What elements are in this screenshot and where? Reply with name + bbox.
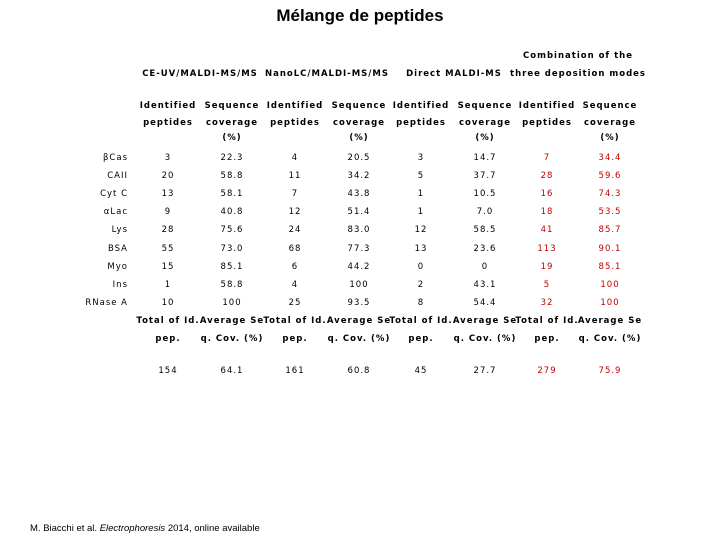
row-label: CAII [107,171,128,182]
sequence-header: Sequence [457,101,513,111]
table-cell: 54.4 [473,297,497,308]
table-cell: 10.5 [473,189,497,200]
row-label: βCas [103,153,128,163]
table-cell: 20.5 [347,153,371,163]
sequence-header-line3: (%) [349,133,369,143]
table-cell: 100 [600,297,620,308]
table-cell: 18 [540,207,554,218]
table-cell: 15 [161,261,175,272]
average-coverage-header-line2: q. Cov. (%) [578,334,642,344]
table-cell: 73.0 [220,243,244,254]
table-cell: 44.2 [347,261,371,272]
total-cell: 45 [414,366,428,376]
identified-header-line2: peptides [143,118,193,128]
table-cell: 34.4 [598,153,622,163]
row-label: Myo [107,261,128,272]
total-id-header: Total of Id. [515,316,579,326]
table-cell: 41 [540,225,554,236]
total-cell: 75.9 [598,366,622,376]
sequence-header-line2: coverage [206,118,258,128]
total-id-header-line2: pep. [282,334,308,344]
table-cell: 100 [349,279,369,290]
table-cell: 85.1 [220,261,244,272]
average-coverage-header: Average Se [577,316,643,326]
table-cell: 19 [540,261,554,272]
total-cell: 64.1 [220,366,244,376]
table-cell: 13 [161,189,175,200]
sequence-header: Sequence [331,101,387,111]
table-cell: 5 [543,279,551,290]
group-header-1: CE-UV/MALDI-MS/MS [142,69,258,79]
table-cell: 83.0 [347,225,371,236]
table-cell: 7 [543,153,551,163]
total-cell: 161 [285,366,305,376]
table-cell: 74.3 [598,189,622,200]
table-cell: 59.6 [598,171,622,182]
sequence-header-line3: (%) [475,133,495,143]
table-cell: 0 [481,261,489,272]
table-cell: 113 [537,243,557,254]
group-header-3: Direct MALDI-MS [406,69,502,79]
total-id-header-line2: pep. [408,334,434,344]
table-cell: 51.4 [347,207,371,218]
group-header-4-line1: Combination of the [523,51,633,61]
table-cell: 2 [417,279,425,290]
table-cell: 12 [288,207,302,218]
table-cell: 85.7 [598,225,622,236]
identified-header-line2: peptides [270,118,320,128]
table-cell: 11 [288,171,302,182]
table-cell: 1 [164,279,172,290]
citation-details: 2014, online available [165,523,260,534]
table-cell: 9 [164,207,172,218]
identified-header-line2: peptides [522,118,572,128]
average-coverage-header-line2: q. Cov. (%) [327,334,391,344]
row-label: RNase A [85,297,128,308]
citation-journal: Electrophoresis [99,523,166,534]
total-id-header: Total of Id. [136,316,200,326]
table-cell: 28 [161,225,175,236]
table-cell: 85.1 [598,261,622,272]
sequence-header-line2: coverage [584,118,636,128]
group-header-4-line2: three deposition modes [510,69,646,79]
table-cell: 93.5 [347,297,371,308]
table-cell: 24 [288,225,302,236]
table-cell: 43.8 [347,189,371,200]
table-cell: 12 [414,225,428,236]
row-label: BSA [107,243,128,254]
total-cell: 154 [158,366,178,376]
table-cell: 58.8 [220,279,244,290]
sequence-header-line2: coverage [333,118,385,128]
average-coverage-header-line2: q. Cov. (%) [200,334,264,344]
table-cell: 4 [291,279,299,290]
sequence-header-line3: (%) [222,133,242,143]
total-id-header-line2: pep. [534,334,560,344]
total-cell: 27.7 [473,366,497,376]
row-label: αLac [103,207,128,218]
sequence-header: Sequence [582,101,638,111]
table-cell: 75.6 [220,225,244,236]
total-id-header: Total of Id. [263,316,327,326]
table-cell: 1 [417,207,425,218]
table-cell: 25 [288,297,302,308]
citation-authors: M. Biacchi et al. [30,523,100,534]
average-coverage-header: Average Se [326,316,392,326]
identified-header: Identified [392,101,450,111]
page-title: Mélange de peptides [276,6,444,25]
total-cell: 60.8 [347,366,371,376]
table-cell: 100 [600,279,620,290]
table-cell: 14.7 [473,153,497,163]
identified-header-line2: peptides [396,118,446,128]
table-cell: 13 [414,243,428,254]
row-label: Ins [112,279,128,290]
identified-header: Identified [518,101,576,111]
table-cell: 77.3 [347,243,371,254]
row-label: Cyt C [100,189,128,200]
table-cell: 7.0 [476,207,494,218]
table-cell: 58.1 [220,189,244,200]
table-cell: 5 [417,171,425,182]
table-cell: 3 [417,153,425,163]
table-cell: 58.5 [473,225,497,236]
citation [30,523,260,534]
table-cell: 3 [164,153,172,163]
table-cell: 23.6 [473,243,497,254]
table-cell: 20 [161,171,175,182]
table-cell: 6 [291,261,299,272]
table-cell: 28 [540,171,554,182]
table-cell: 16 [540,189,554,200]
total-id-header: Total of Id. [389,316,453,326]
table-cell: 8 [417,297,425,308]
total-id-header-line2: pep. [155,334,181,344]
sequence-header: Sequence [204,101,260,111]
total-cell: 279 [537,366,557,376]
table-cell: 37.7 [473,171,497,182]
table-cell: 34.2 [347,171,371,182]
table-cell: 0 [417,261,425,272]
average-coverage-header: Average Se [452,316,518,326]
table-cell: 22.3 [220,153,244,163]
table-cell: 53.5 [598,207,622,218]
table-cell: 32 [540,297,554,308]
table-cell: 55 [161,243,175,254]
table-cell: 90.1 [598,243,622,254]
row-label: Lys [111,225,128,236]
identified-header: Identified [266,101,324,111]
table-cell: 10 [161,297,175,308]
average-coverage-header-line2: q. Cov. (%) [453,334,517,344]
table-cell: 40.8 [220,207,244,218]
table-cell: 100 [222,297,242,308]
table-cell: 58.8 [220,171,244,182]
average-coverage-header: Average Se [199,316,265,326]
identified-header: Identified [139,101,197,111]
sequence-header-line2: coverage [459,118,511,128]
table-cell: 7 [291,189,299,200]
sequence-header-line3: (%) [600,133,620,143]
table-cell: 43.1 [473,279,497,290]
table-cell: 68 [288,243,302,254]
table-cell: 1 [417,189,425,200]
table-cell: 4 [291,153,299,163]
group-header-2: NanoLC/MALDI-MS/MS [265,69,389,79]
